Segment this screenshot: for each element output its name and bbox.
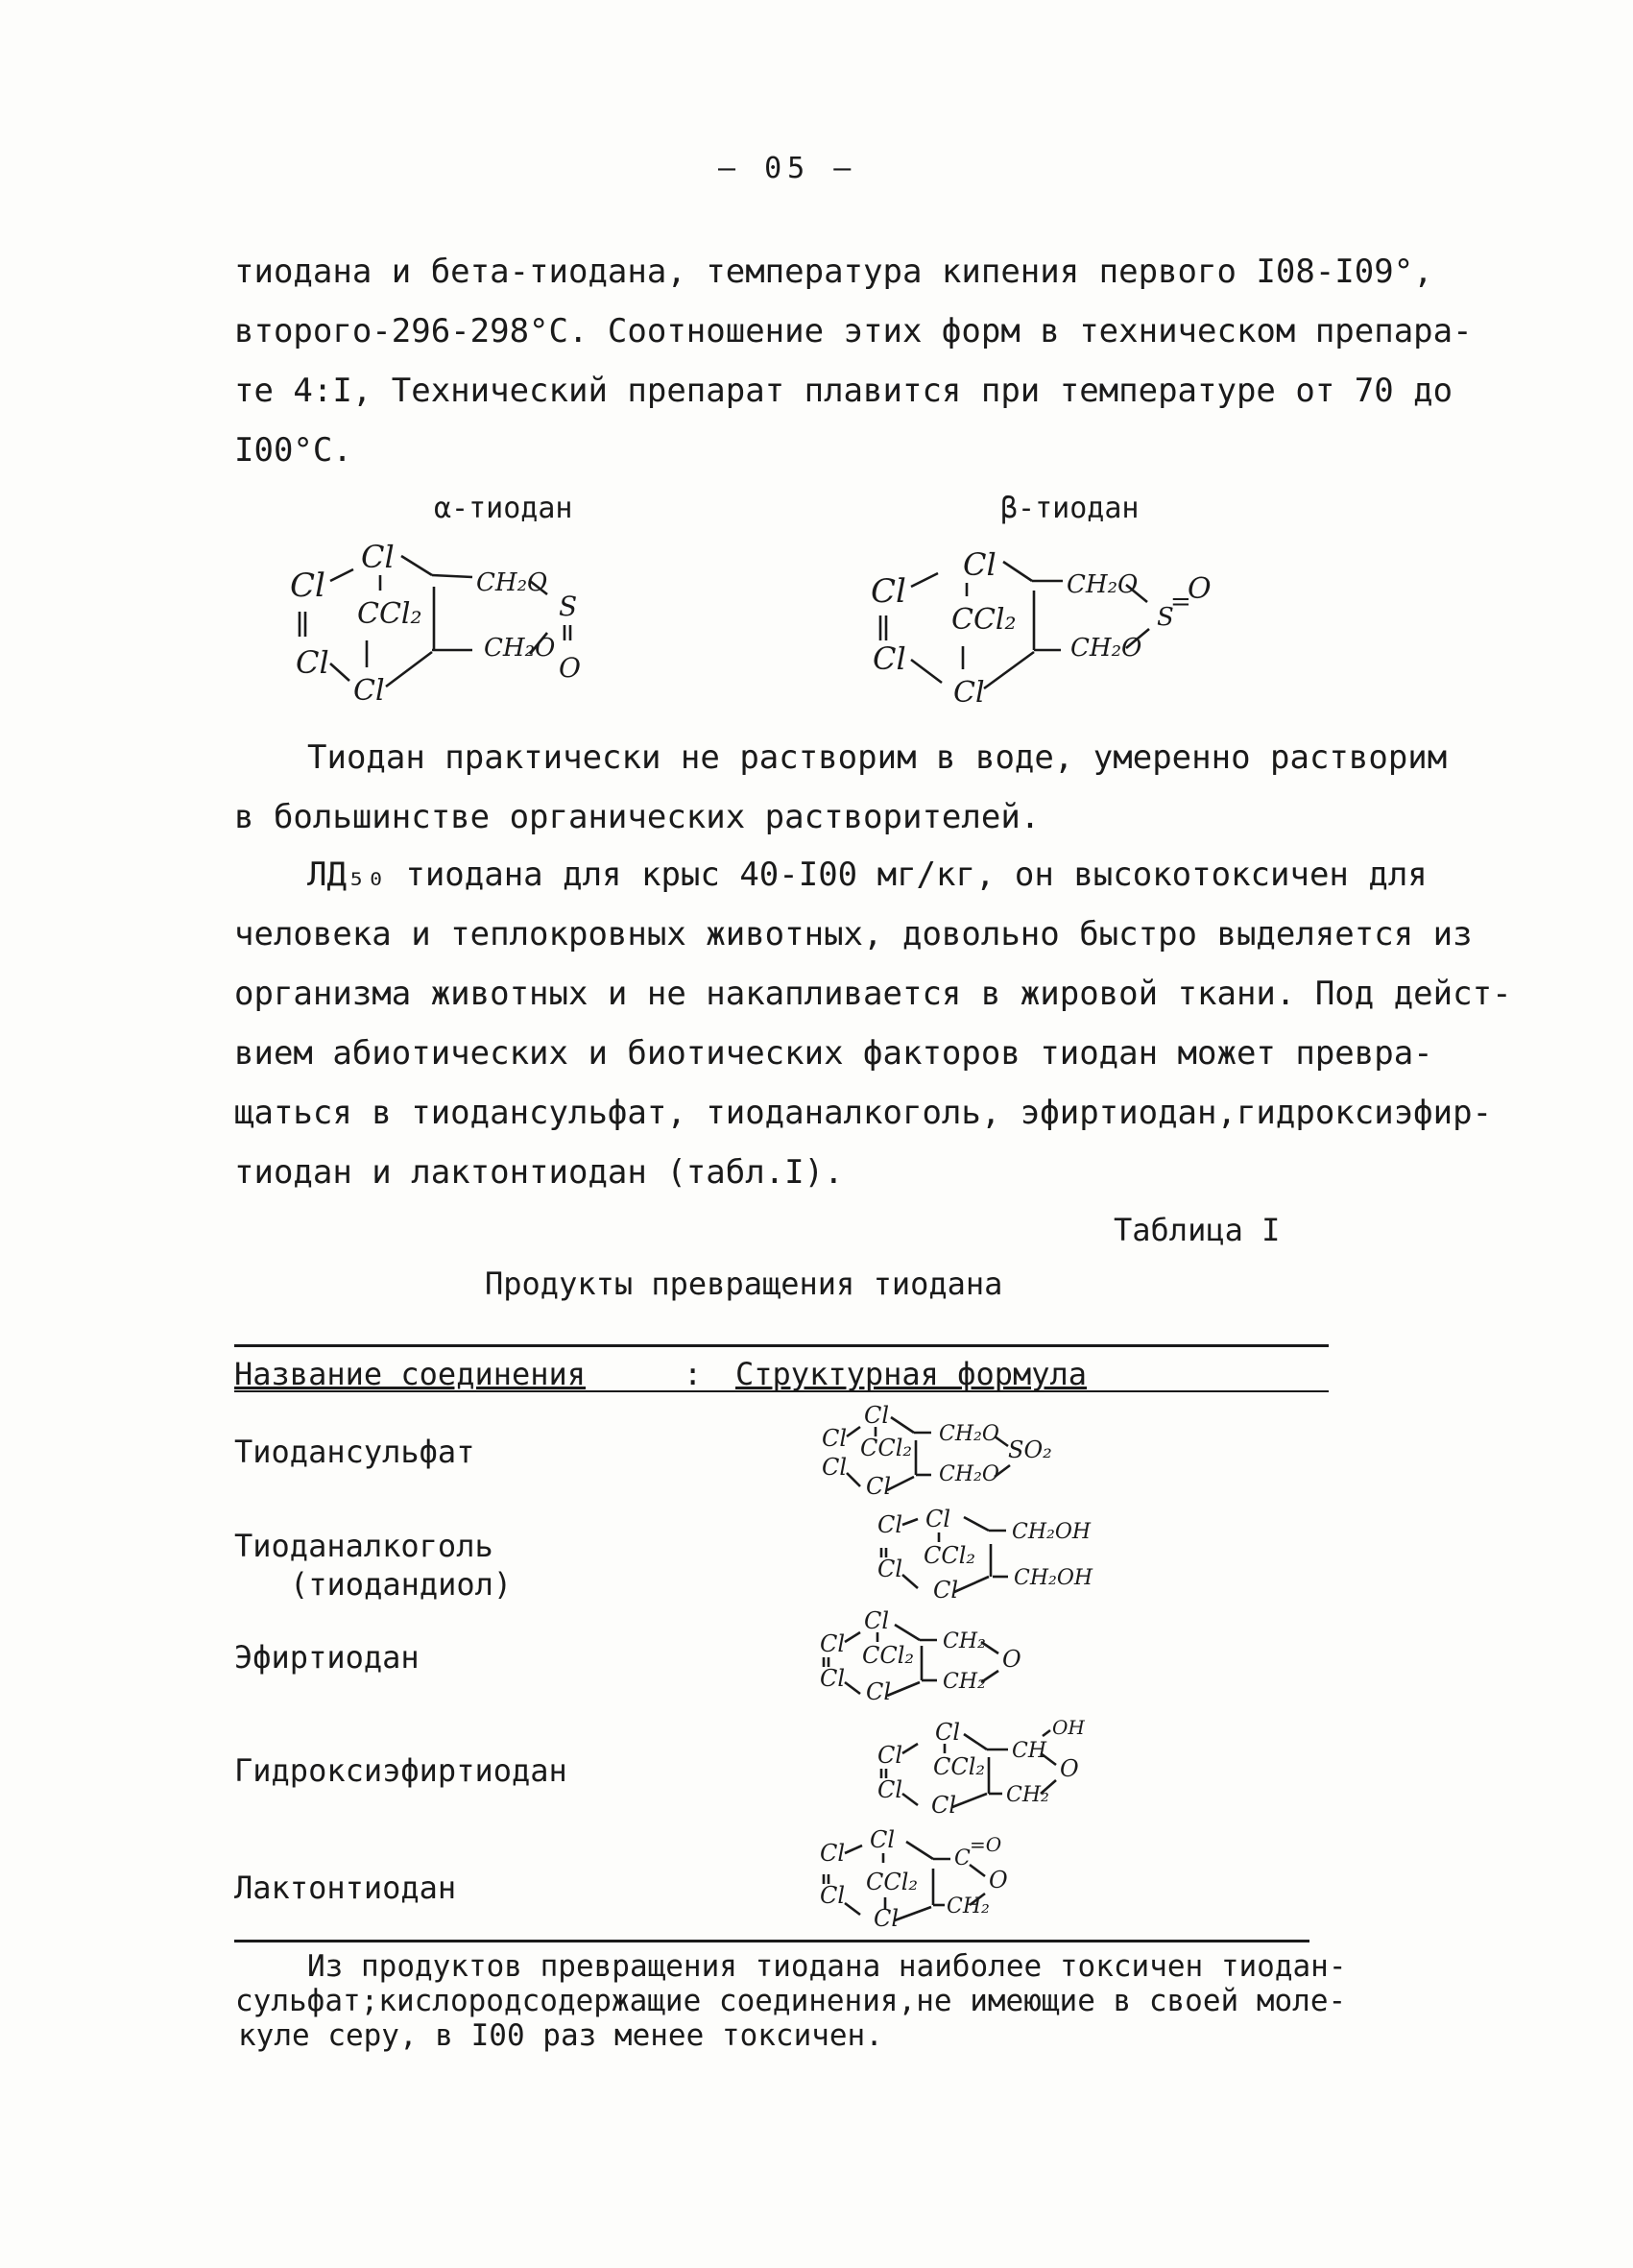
svg-text:O: O xyxy=(1188,572,1212,606)
beta-thiodan-structure xyxy=(859,533,1301,715)
svg-text:Cl: Cl xyxy=(820,1840,846,1867)
svg-text:CCl₂: CCl₂ xyxy=(866,1869,919,1895)
svg-text:Cl: Cl xyxy=(933,1577,959,1604)
svg-text:CH₂: CH₂ xyxy=(947,1894,990,1918)
svg-text:CCl₂: CCl₂ xyxy=(357,597,422,631)
header-compound-name: Название соединения xyxy=(234,1356,587,1392)
table-top-rule xyxy=(234,1344,1329,1347)
svg-text:CH₂: CH₂ xyxy=(943,1670,986,1694)
beta-thiodan-label: β-тиодан xyxy=(1000,492,1140,525)
svg-text:S: S xyxy=(559,591,578,622)
svg-text:CCl₂: CCl₂ xyxy=(860,1435,913,1461)
table-title: Продукты превращения тиодана xyxy=(485,1266,1003,1302)
text-line: второго-296-298°С. Соотношение этих форм в техническом препара- xyxy=(234,312,1473,350)
text-line: тиодан и лактонтиодан (табл.I). xyxy=(234,1153,844,1192)
svg-text:CCl₂: CCl₂ xyxy=(933,1753,986,1780)
thiodan-sulfate-structure xyxy=(806,1398,1133,1513)
svg-text:O: O xyxy=(559,652,581,684)
text-line: щаться в тиодансульфат, тиоданалкоголь, эфиртиодан,гидроксиэфир- xyxy=(234,1094,1493,1132)
svg-text:CH₂O: CH₂O xyxy=(1067,570,1139,599)
svg-text:CH₂: CH₂ xyxy=(943,1629,986,1653)
svg-text:Cl: Cl xyxy=(963,546,997,583)
svg-text:=: = xyxy=(1170,588,1191,616)
svg-text:Cl: Cl xyxy=(864,1607,890,1634)
svg-text:O: O xyxy=(1002,1646,1021,1673)
svg-text:Cl: Cl xyxy=(871,572,906,611)
text-line: сульфат;кислородсодержащие соединения,не имеющие в своей моле- xyxy=(235,1984,1347,2018)
lactone-thiodan-structure xyxy=(806,1821,1133,1945)
svg-text:CH₂O: CH₂O xyxy=(939,1462,999,1486)
toxicity-paragraph xyxy=(234,845,1512,1202)
hydroxy-ether-thiodan-structure xyxy=(864,1705,1190,1830)
svg-text:CH₂O: CH₂O xyxy=(476,568,548,597)
svg-text:O: O xyxy=(1060,1755,1079,1782)
table-bottom-rule xyxy=(234,1940,1309,1942)
svg-text:Cl: Cl xyxy=(822,1454,848,1481)
svg-text:Cl: Cl xyxy=(820,1630,846,1657)
text-line: те 4:I, Технический препарат плавится при температуре от 70 до xyxy=(234,372,1453,410)
svg-text:Cl: Cl xyxy=(820,1882,846,1909)
svg-text:CH: CH xyxy=(1012,1739,1047,1763)
svg-text:OH: OH xyxy=(1052,1716,1085,1739)
svg-text:Cl: Cl xyxy=(822,1425,848,1452)
svg-text:Cl: Cl xyxy=(296,644,329,681)
svg-text:CH₂O: CH₂O xyxy=(484,634,556,663)
table-row-name: Эфиртиодан xyxy=(234,1639,420,1676)
svg-text:S: S xyxy=(1157,603,1174,632)
svg-text:CCl₂: CCl₂ xyxy=(862,1642,915,1669)
alpha-thiodan-label: α-тиодан xyxy=(434,492,573,525)
page-number: – 05 – xyxy=(718,152,857,185)
text-line: Тиодан практически не растворим в воде, умеренно растворим xyxy=(307,738,1448,777)
svg-text:Cl: Cl xyxy=(361,539,395,575)
text-line: куле серу, в I00 раз менее токсичен. xyxy=(238,2018,883,2053)
svg-text:Cl: Cl xyxy=(953,676,985,710)
text-line: в большинстве органических растворителей. xyxy=(234,798,1041,836)
table-row-name: Тиодансульфат xyxy=(234,1434,475,1470)
svg-text:Cl: Cl xyxy=(925,1506,951,1532)
svg-text:CCl₂: CCl₂ xyxy=(924,1542,976,1569)
table-header-rule xyxy=(234,1390,1329,1392)
svg-text:CH₂: CH₂ xyxy=(1006,1783,1049,1807)
svg-text:Cl: Cl xyxy=(877,1742,903,1769)
text-line: человека и теплокровных животных, довольно быстро выделяется из xyxy=(234,915,1473,953)
footnote xyxy=(235,1949,1347,2053)
svg-text:Cl: Cl xyxy=(873,640,906,677)
svg-text:CH₂OH: CH₂OH xyxy=(1014,1566,1093,1590)
table-row-name: Тиоданалкоголь xyxy=(234,1528,493,1564)
svg-text:CCl₂: CCl₂ xyxy=(951,603,1017,637)
text-line: ЛД₅₀ тиодана для крыс 40-I00 мг/кг, он высокотоксичен для xyxy=(307,856,1428,894)
header-separator: : xyxy=(684,1356,703,1392)
svg-text:Cl: Cl xyxy=(866,1473,892,1500)
alpha-thiodan-structure xyxy=(278,533,682,715)
solubility-paragraph xyxy=(234,728,1459,847)
svg-text:Cl: Cl xyxy=(935,1719,961,1746)
svg-text:Cl: Cl xyxy=(877,1776,903,1803)
text-line: вием абиотических и биотических факторов тиодан может превра- xyxy=(234,1034,1433,1073)
svg-text:Cl: Cl xyxy=(290,567,325,605)
svg-text:Cl: Cl xyxy=(864,1402,890,1429)
ether-thiodan-structure xyxy=(806,1602,1133,1717)
table-row-name-alt: (тиодандиол) xyxy=(290,1566,513,1603)
text-line: тиодана и бета-тиодана, температура кипения первого I08-I09°, xyxy=(234,253,1433,291)
svg-text:CH₂OH: CH₂OH xyxy=(1012,1520,1092,1544)
svg-text:CH₂O: CH₂O xyxy=(939,1422,999,1446)
svg-text:C: C xyxy=(954,1846,971,1870)
table-row-name: Лактонтиодан xyxy=(234,1870,457,1906)
svg-text:SO₂: SO₂ xyxy=(1008,1436,1052,1463)
svg-text:Cl: Cl xyxy=(931,1792,957,1819)
intro-paragraph xyxy=(234,242,1473,480)
table-row-name: Гидроксиэфиртиодан xyxy=(234,1752,567,1789)
svg-text:Cl: Cl xyxy=(877,1511,903,1538)
svg-text:=O: =O xyxy=(970,1833,1002,1856)
text-line: Из продуктов превращения тиодана наиболее токсичен тиодан- xyxy=(307,1949,1347,1984)
header-structural-formula: Структурная формула xyxy=(735,1356,1088,1392)
svg-text:Cl: Cl xyxy=(353,674,385,708)
thiodan-alcohol-structure xyxy=(864,1498,1190,1613)
svg-text:Cl: Cl xyxy=(866,1678,892,1705)
svg-text:Cl: Cl xyxy=(820,1665,846,1692)
svg-text:Cl: Cl xyxy=(870,1826,896,1853)
table-number: Таблица I xyxy=(1114,1212,1281,1248)
svg-text:O: O xyxy=(989,1867,1008,1894)
svg-text:CH₂O: CH₂O xyxy=(1070,634,1142,663)
text-line: организма животных и не накапливается в жировой ткани. Под дейст- xyxy=(234,975,1512,1013)
svg-text:Cl: Cl xyxy=(874,1905,900,1932)
svg-text:Cl: Cl xyxy=(877,1556,903,1582)
text-line: I00°С. xyxy=(234,431,352,470)
